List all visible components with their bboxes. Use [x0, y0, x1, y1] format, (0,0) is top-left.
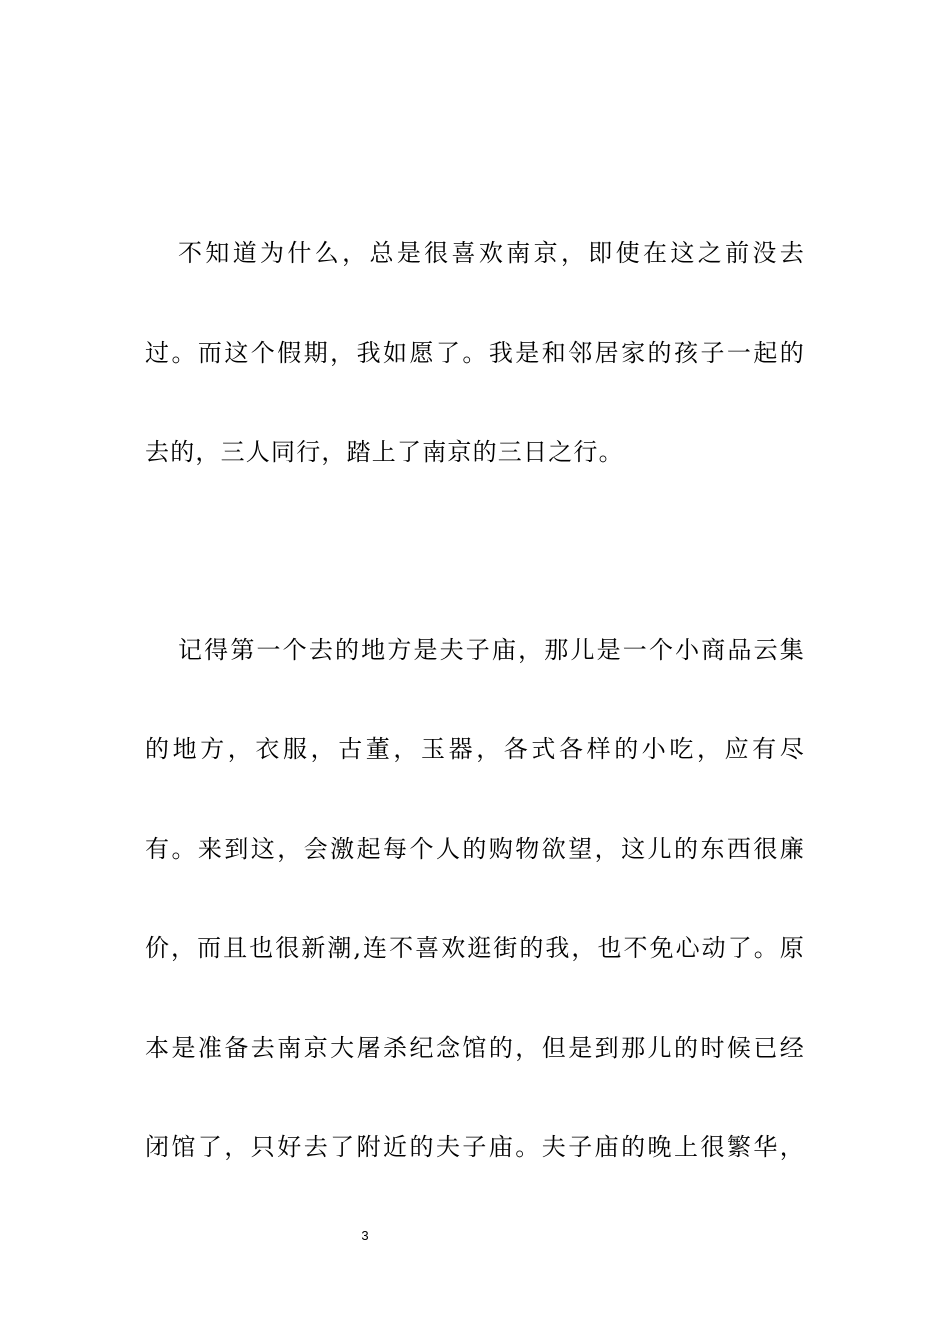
paragraph-line: 过。而这个假期，我如愿了。我是和邻居家的孩子一起的: [145, 339, 805, 367]
paragraph-line: 有。来到这，会激起每个人的购物欲望，这儿的东西很廉: [145, 835, 805, 863]
paragraph-line: 去的，三人同行，踏上了南京的三日之行。: [145, 438, 624, 466]
paragraph-line: 的地方，衣服，古董，玉器，各式各样的小吃，应有尽: [145, 735, 805, 763]
paragraph-line: 本是准备去南京大屠杀纪念馆的，但是到那儿的时候已经: [145, 1034, 805, 1062]
paragraph-line: 不知道为什么，总是很喜欢南京，即使在这之前没去: [178, 239, 805, 267]
paragraph-line: 价，而且也很新潮,连不喜欢逛街的我，也不免心动了。原: [145, 934, 805, 962]
page-number: 3: [361, 1228, 369, 1243]
paragraph-line: 记得第一个去的地方是夫子庙，那儿是一个小商品云集: [178, 636, 805, 664]
paragraph-line: 闭馆了，只好去了附近的夫子庙。夫子庙的晚上很繁华，: [145, 1133, 805, 1161]
